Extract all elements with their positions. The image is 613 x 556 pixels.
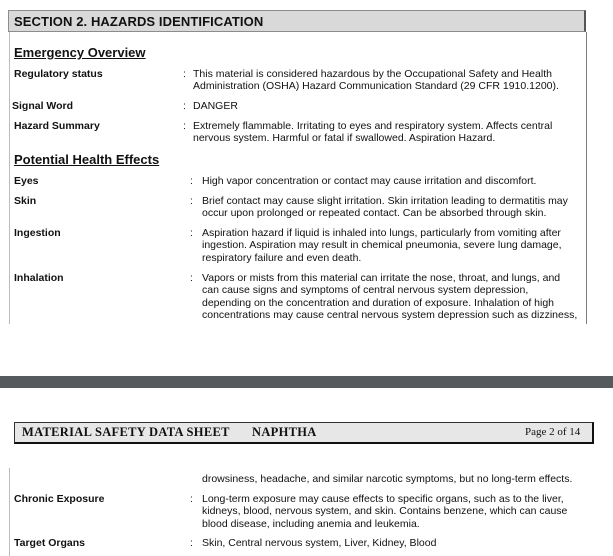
inhalation-label: Inhalation	[14, 272, 64, 284]
section-title: SECTION 2. HAZARDS IDENTIFICATION	[14, 14, 264, 29]
value-line: Administration (OSHA) Hazard Communication Standard (29 CFR 1910.1200).	[193, 80, 559, 93]
value-line: respiratory failure and even death.	[202, 251, 362, 264]
value-line: ingestion. Aspiration may result in chemical pneumonia, severe lung damage,	[202, 239, 562, 252]
value-line: Aspiration hazard if liquid is inhaled into lungs, particularly from vomiting after	[202, 227, 561, 239]
regulatory-status-value	[193, 68, 559, 93]
colon-separator: :	[183, 120, 186, 132]
colon-separator: :	[190, 227, 193, 239]
value-line: Brief contact may cause slight irritation. Skin irritation leading to dermatitis may	[202, 195, 568, 207]
ingestion-label: Ingestion	[14, 227, 61, 239]
ingestion-value	[202, 227, 562, 264]
left-margin-rule	[9, 468, 10, 556]
value-line: concentrations may cause central nervous system depression such as dizziness,	[202, 309, 578, 322]
colon-separator: :	[190, 537, 193, 549]
colon-separator: :	[183, 68, 186, 80]
inhalation-value	[202, 272, 577, 322]
value-line: can cause signs and symptoms of central nervous system depression,	[202, 284, 529, 297]
value-line: Long-term exposure may cause effects to specific organs, such as to the liver,	[202, 493, 564, 505]
health-effects-heading: Potential Health Effects	[14, 152, 160, 167]
colon-separator: :	[190, 195, 193, 207]
page-separator	[0, 376, 613, 388]
signal-word-value: DANGER	[193, 100, 238, 112]
page-number: Page 2 of 14	[525, 426, 581, 438]
colon-separator: :	[190, 272, 193, 284]
left-margin-rule	[9, 32, 10, 324]
hazard-summary-label: Hazard Summary	[14, 120, 100, 132]
signal-word-label: Signal Word	[12, 100, 74, 112]
value-line: Vapors or mists from this material can irritate the nose, throat, and lungs, and	[202, 272, 561, 284]
skin-value	[202, 195, 568, 220]
value-line: This material is considered hazardous by the Occupational Safety and Health	[193, 68, 552, 80]
value-line: Extremely flammable. Irritating to eyes and respiratory system. Affects central	[193, 120, 553, 132]
hazard-summary-value	[193, 120, 552, 145]
msds-title: MATERIAL SAFETY DATA SHEET	[22, 425, 230, 439]
product-name: NAPHTHA	[252, 425, 317, 439]
colon-separator: :	[190, 175, 193, 187]
eyes-label: Eyes	[14, 175, 39, 187]
value-line: nervous system. Harmful or fatal if swallowed. Aspiration Hazard.	[193, 132, 496, 145]
colon-separator: :	[183, 100, 186, 112]
target-organs-value: Skin, Central nervous system, Liver, Kidney, Blood	[202, 537, 437, 549]
colon-separator: :	[190, 493, 193, 505]
skin-label: Skin	[14, 195, 37, 207]
continued-line: drowsiness, headache, and similar narcotic symptoms, but no long-term effects.	[202, 473, 573, 485]
right-margin-rule	[586, 32, 587, 324]
regulatory-status-label: Regulatory status	[14, 68, 103, 80]
value-line: blood disease, including anemia and leukemia.	[202, 517, 420, 530]
eyes-value: High vapor concentration or contact may cause irritation and discomfort.	[202, 175, 537, 187]
emergency-overview-heading: Emergency Overview	[14, 45, 146, 60]
chronic-exposure-value	[202, 493, 567, 530]
chronic-exposure-label: Chronic Exposure	[14, 493, 105, 505]
value-line: kidneys, blood, nervous system, and skin. Contains benzene, which can cause	[202, 505, 568, 518]
target-organs-label: Target Organs	[14, 537, 85, 549]
value-line: occur upon prolonged or repeated contact. Can be absorbed through skin.	[202, 207, 547, 220]
value-line: depending on the concentration and duration of exposure. Inhalation of high	[202, 296, 555, 309]
